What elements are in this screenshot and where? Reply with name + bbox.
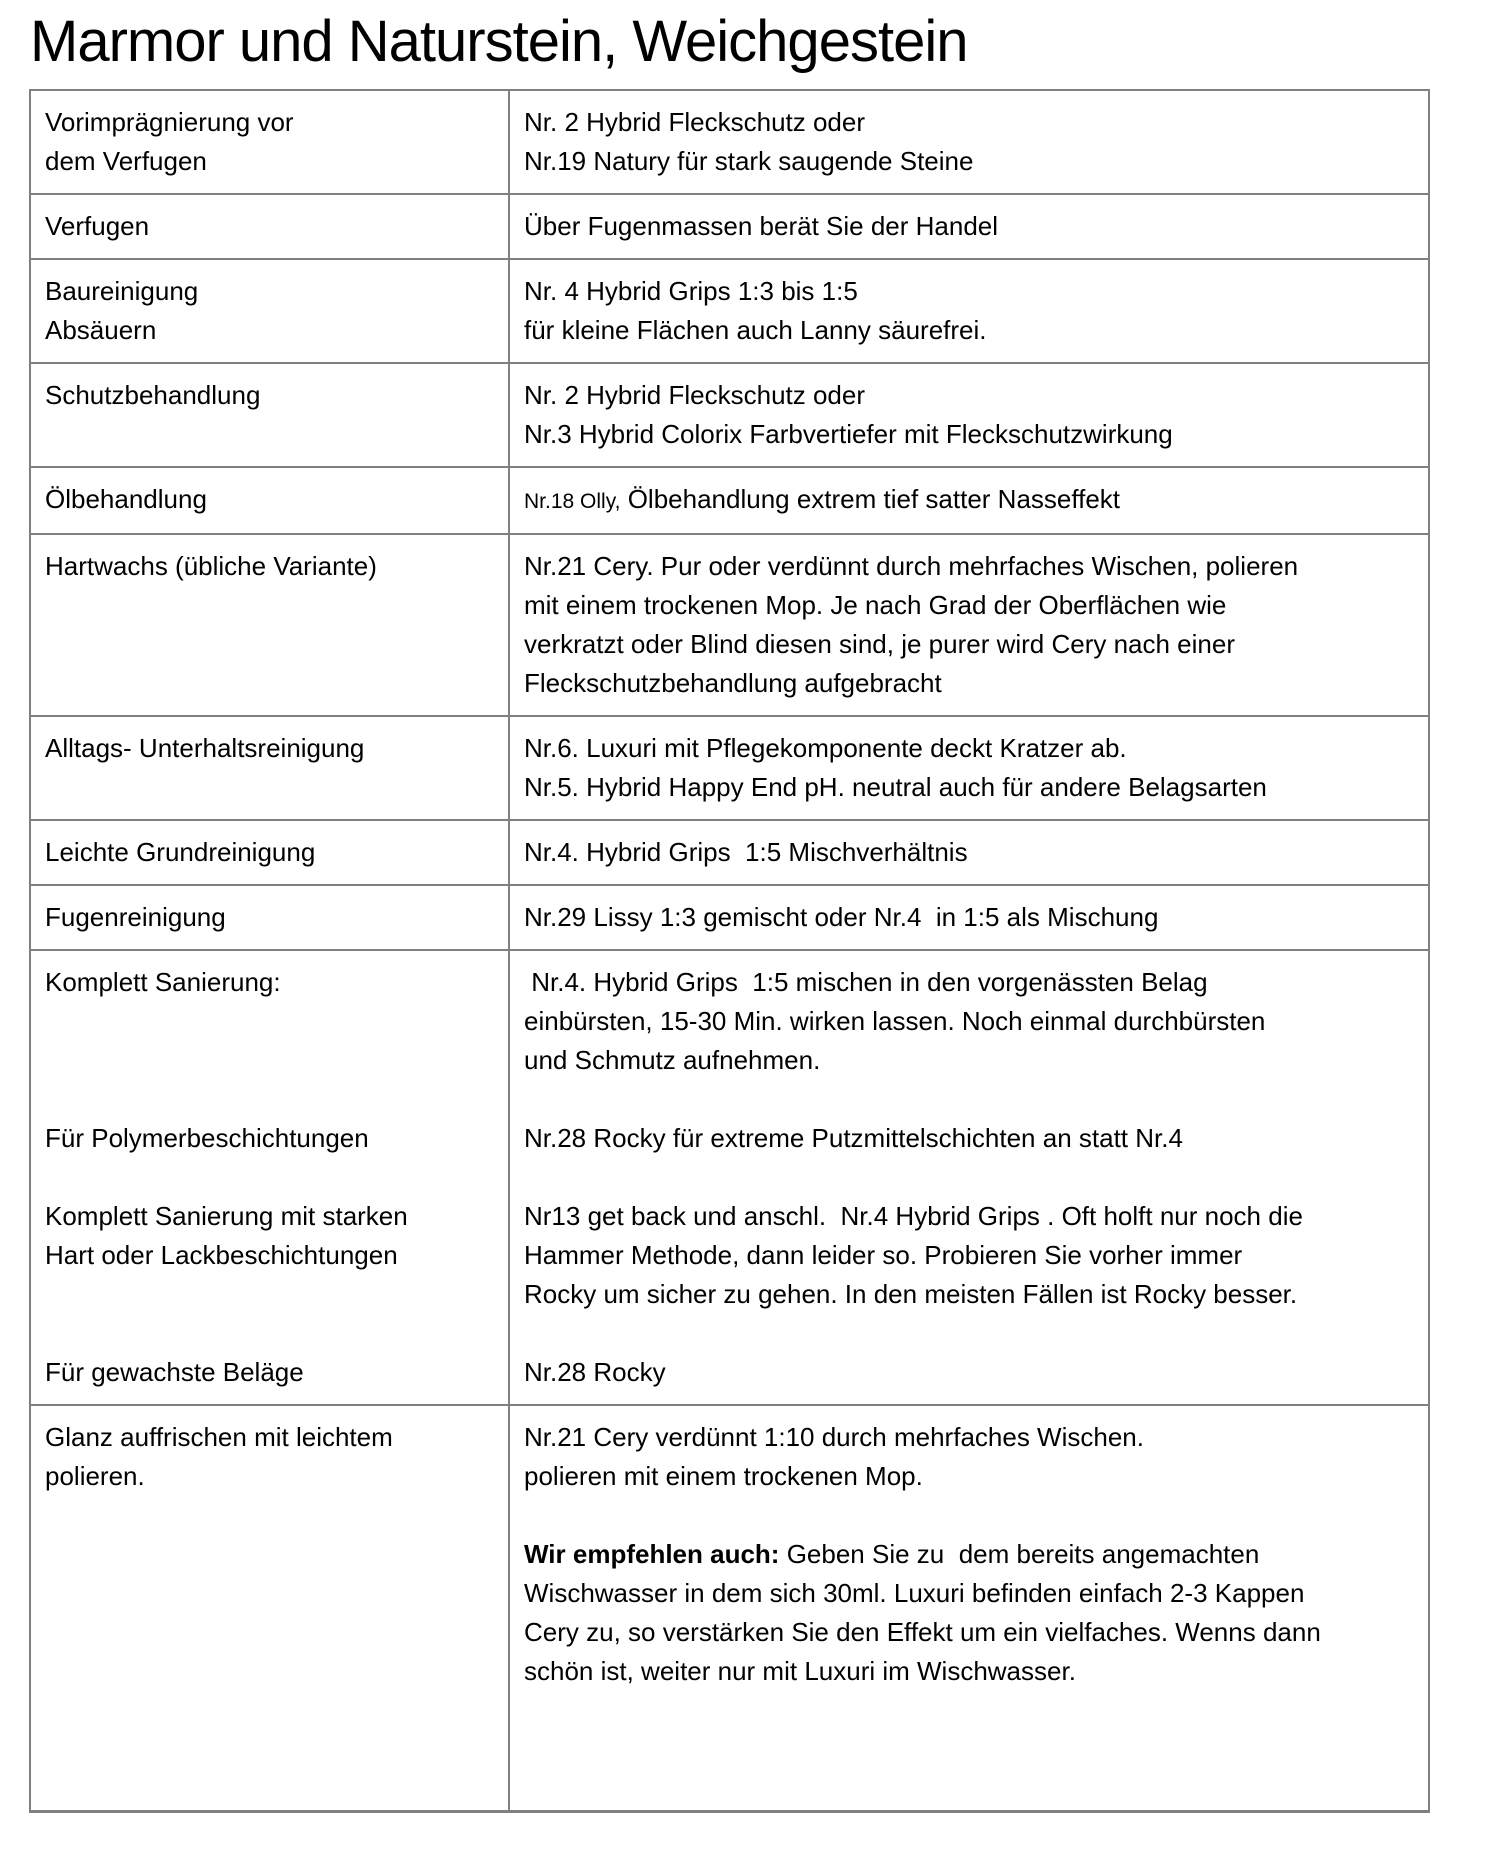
text-segment: Geben Sie zu dem bereits angemachten bbox=[779, 1539, 1260, 1569]
text-line: einbürsten, 15-30 Min. wirken lassen. Noch einmal durchbürsten bbox=[524, 1006, 1266, 1036]
category-cell bbox=[30, 467, 509, 534]
text-line: Hartwachs (übliche Variante) bbox=[45, 551, 377, 581]
instructions-cell bbox=[509, 363, 1429, 467]
table-row bbox=[30, 885, 1429, 950]
text-line: Wischwasser in dem sich 30ml. Luxuri befinden einfach 2-3 Kappen bbox=[524, 1578, 1305, 1608]
text-line: Hart oder Lackbeschichtungen bbox=[45, 1240, 398, 1270]
text-line: Über Fugenmassen berät Sie der Handel bbox=[524, 211, 999, 241]
text-line bbox=[524, 480, 1414, 521]
text-line: Nr.4. Hybrid Grips 1:5 mischen in den vorgenässten Belag bbox=[524, 967, 1208, 997]
category-cell bbox=[30, 716, 509, 820]
instructions-cell bbox=[509, 950, 1429, 1405]
text-line bbox=[45, 1275, 494, 1314]
text-line: Für gewachste Beläge bbox=[45, 1357, 304, 1387]
text-line bbox=[524, 1080, 1414, 1119]
text-line: Rocky um sicher zu gehen. In den meisten Fällen ist Rocky besser. bbox=[524, 1279, 1298, 1309]
instructions-cell bbox=[509, 716, 1429, 820]
text-line bbox=[45, 1314, 494, 1353]
table-row bbox=[30, 467, 1429, 534]
instructions-cell bbox=[509, 820, 1429, 885]
table-row bbox=[30, 820, 1429, 885]
text-line: verkratzt oder Blind diesen sind, je purer wird Cery nach einer bbox=[524, 629, 1236, 659]
table-row bbox=[30, 1405, 1429, 1812]
instructions-cell bbox=[509, 259, 1429, 363]
table-row bbox=[30, 716, 1429, 820]
text-line: Nr.28 Rocky für extreme Putzmittelschichten an statt Nr.4 bbox=[524, 1123, 1183, 1153]
text-line: Ölbehandlung bbox=[45, 484, 207, 514]
text-line: Hammer Methode, dann leider so. Probieren Sie vorher immer bbox=[524, 1240, 1243, 1270]
text-line: Komplett Sanierung: bbox=[45, 967, 281, 997]
category-cell bbox=[30, 194, 509, 259]
text-line: Schutzbehandlung bbox=[45, 380, 261, 410]
instructions-cell bbox=[509, 194, 1429, 259]
text-line: schön ist, weiter nur mit Luxuri im Wischwasser. bbox=[524, 1656, 1076, 1686]
text-line: Nr13 get back und anschl. Nr.4 Hybrid Grips . Oft holft nur noch die bbox=[524, 1201, 1303, 1231]
text-line: Vorimprägnierung vor bbox=[45, 107, 294, 137]
text-line: Nr. 2 Hybrid Fleckschutz oder bbox=[524, 107, 866, 137]
category-cell bbox=[30, 950, 509, 1405]
text-line: Fugenreinigung bbox=[45, 902, 226, 932]
text-line: polieren mit einem trockenen Mop. bbox=[524, 1461, 923, 1491]
care-table bbox=[29, 89, 1430, 1813]
text-line bbox=[45, 1158, 494, 1197]
instructions-cell bbox=[509, 90, 1429, 194]
text-line: Nr.5. Hybrid Happy End pH. neutral auch für andere Belagsarten bbox=[524, 772, 1267, 802]
text-line: mit einem trockenen Mop. Je nach Grad der Oberflächen wie bbox=[524, 590, 1227, 620]
text-line bbox=[524, 1535, 1414, 1574]
category-cell bbox=[30, 534, 509, 716]
table-row bbox=[30, 363, 1429, 467]
category-cell bbox=[30, 1405, 509, 1812]
text-line: Glanz auffrischen mit leichtem bbox=[45, 1422, 393, 1452]
text-line: und Schmutz aufnehmen. bbox=[524, 1045, 821, 1075]
text-line: Nr.6. Luxuri mit Pflegekomponente deckt Kratzer ab. bbox=[524, 733, 1127, 763]
text-line: Nr.21 Cery. Pur oder verdünnt durch mehrfaches Wischen, polieren bbox=[524, 551, 1299, 581]
text-line: Nr. 4 Hybrid Grips 1:3 bis 1:5 bbox=[524, 276, 858, 306]
table-row bbox=[30, 950, 1429, 1405]
category-cell bbox=[30, 885, 509, 950]
text-line: Verfugen bbox=[45, 211, 150, 241]
text-line bbox=[45, 1041, 494, 1080]
text-line bbox=[45, 1002, 494, 1041]
text-line: polieren. bbox=[45, 1461, 145, 1491]
text-line: Nr.29 Lissy 1:3 gemischt oder Nr.4 in 1:5 als Mischung bbox=[524, 902, 1159, 932]
instructions-cell bbox=[509, 1405, 1429, 1812]
table-row bbox=[30, 194, 1429, 259]
text-line: Alltags- Unterhaltsreinigung bbox=[45, 733, 365, 763]
text-line: für kleine Flächen auch Lanny säurefrei. bbox=[524, 315, 987, 345]
instructions-cell bbox=[509, 534, 1429, 716]
category-cell bbox=[30, 820, 509, 885]
text-line bbox=[45, 1080, 494, 1119]
text-line: Nr.28 Rocky bbox=[524, 1357, 666, 1387]
text-line: Komplett Sanierung mit starken bbox=[45, 1201, 408, 1231]
category-cell bbox=[30, 259, 509, 363]
text-line bbox=[524, 1314, 1414, 1353]
category-cell bbox=[30, 363, 509, 467]
text-line: Leichte Grundreinigung bbox=[45, 837, 316, 867]
text-segment: Ölbehandlung extrem tief satter Nasseffekt bbox=[620, 484, 1121, 514]
category-cell bbox=[30, 90, 509, 194]
text-line bbox=[524, 1496, 1414, 1535]
text-line: Nr. 2 Hybrid Fleckschutz oder bbox=[524, 380, 866, 410]
text-line: Absäuern bbox=[45, 315, 157, 345]
text-line: Nr.3 Hybrid Colorix Farbvertiefer mit Fleckschutzwirkung bbox=[524, 419, 1173, 449]
text-line: Fleckschutzbehandlung aufgebracht bbox=[524, 668, 942, 698]
text-line: Nr.4. Hybrid Grips 1:5 Mischverhältnis bbox=[524, 837, 968, 867]
page-title: Marmor und Naturstein, Weichgestein bbox=[30, 9, 968, 74]
text-line: Cery zu, so verstärken Sie den Effekt um ein vielfaches. Wenns dann bbox=[524, 1617, 1321, 1647]
text-line: dem Verfugen bbox=[45, 146, 207, 176]
text-line bbox=[524, 1158, 1414, 1197]
instructions-cell bbox=[509, 467, 1429, 534]
table-row bbox=[30, 259, 1429, 363]
bold-text: Wir empfehlen auch: bbox=[524, 1539, 780, 1569]
text-line: Für Polymerbeschichtungen bbox=[45, 1123, 369, 1153]
instructions-cell bbox=[509, 885, 1429, 950]
small-text: Nr.18 Olly, bbox=[524, 490, 621, 513]
text-line: Nr.19 Natury für stark saugende Steine bbox=[524, 146, 974, 176]
table-row bbox=[30, 534, 1429, 716]
table-row bbox=[30, 90, 1429, 194]
text-line: Nr.21 Cery verdünnt 1:10 durch mehrfaches Wischen. bbox=[524, 1422, 1144, 1452]
text-line: Baureinigung bbox=[45, 276, 199, 306]
